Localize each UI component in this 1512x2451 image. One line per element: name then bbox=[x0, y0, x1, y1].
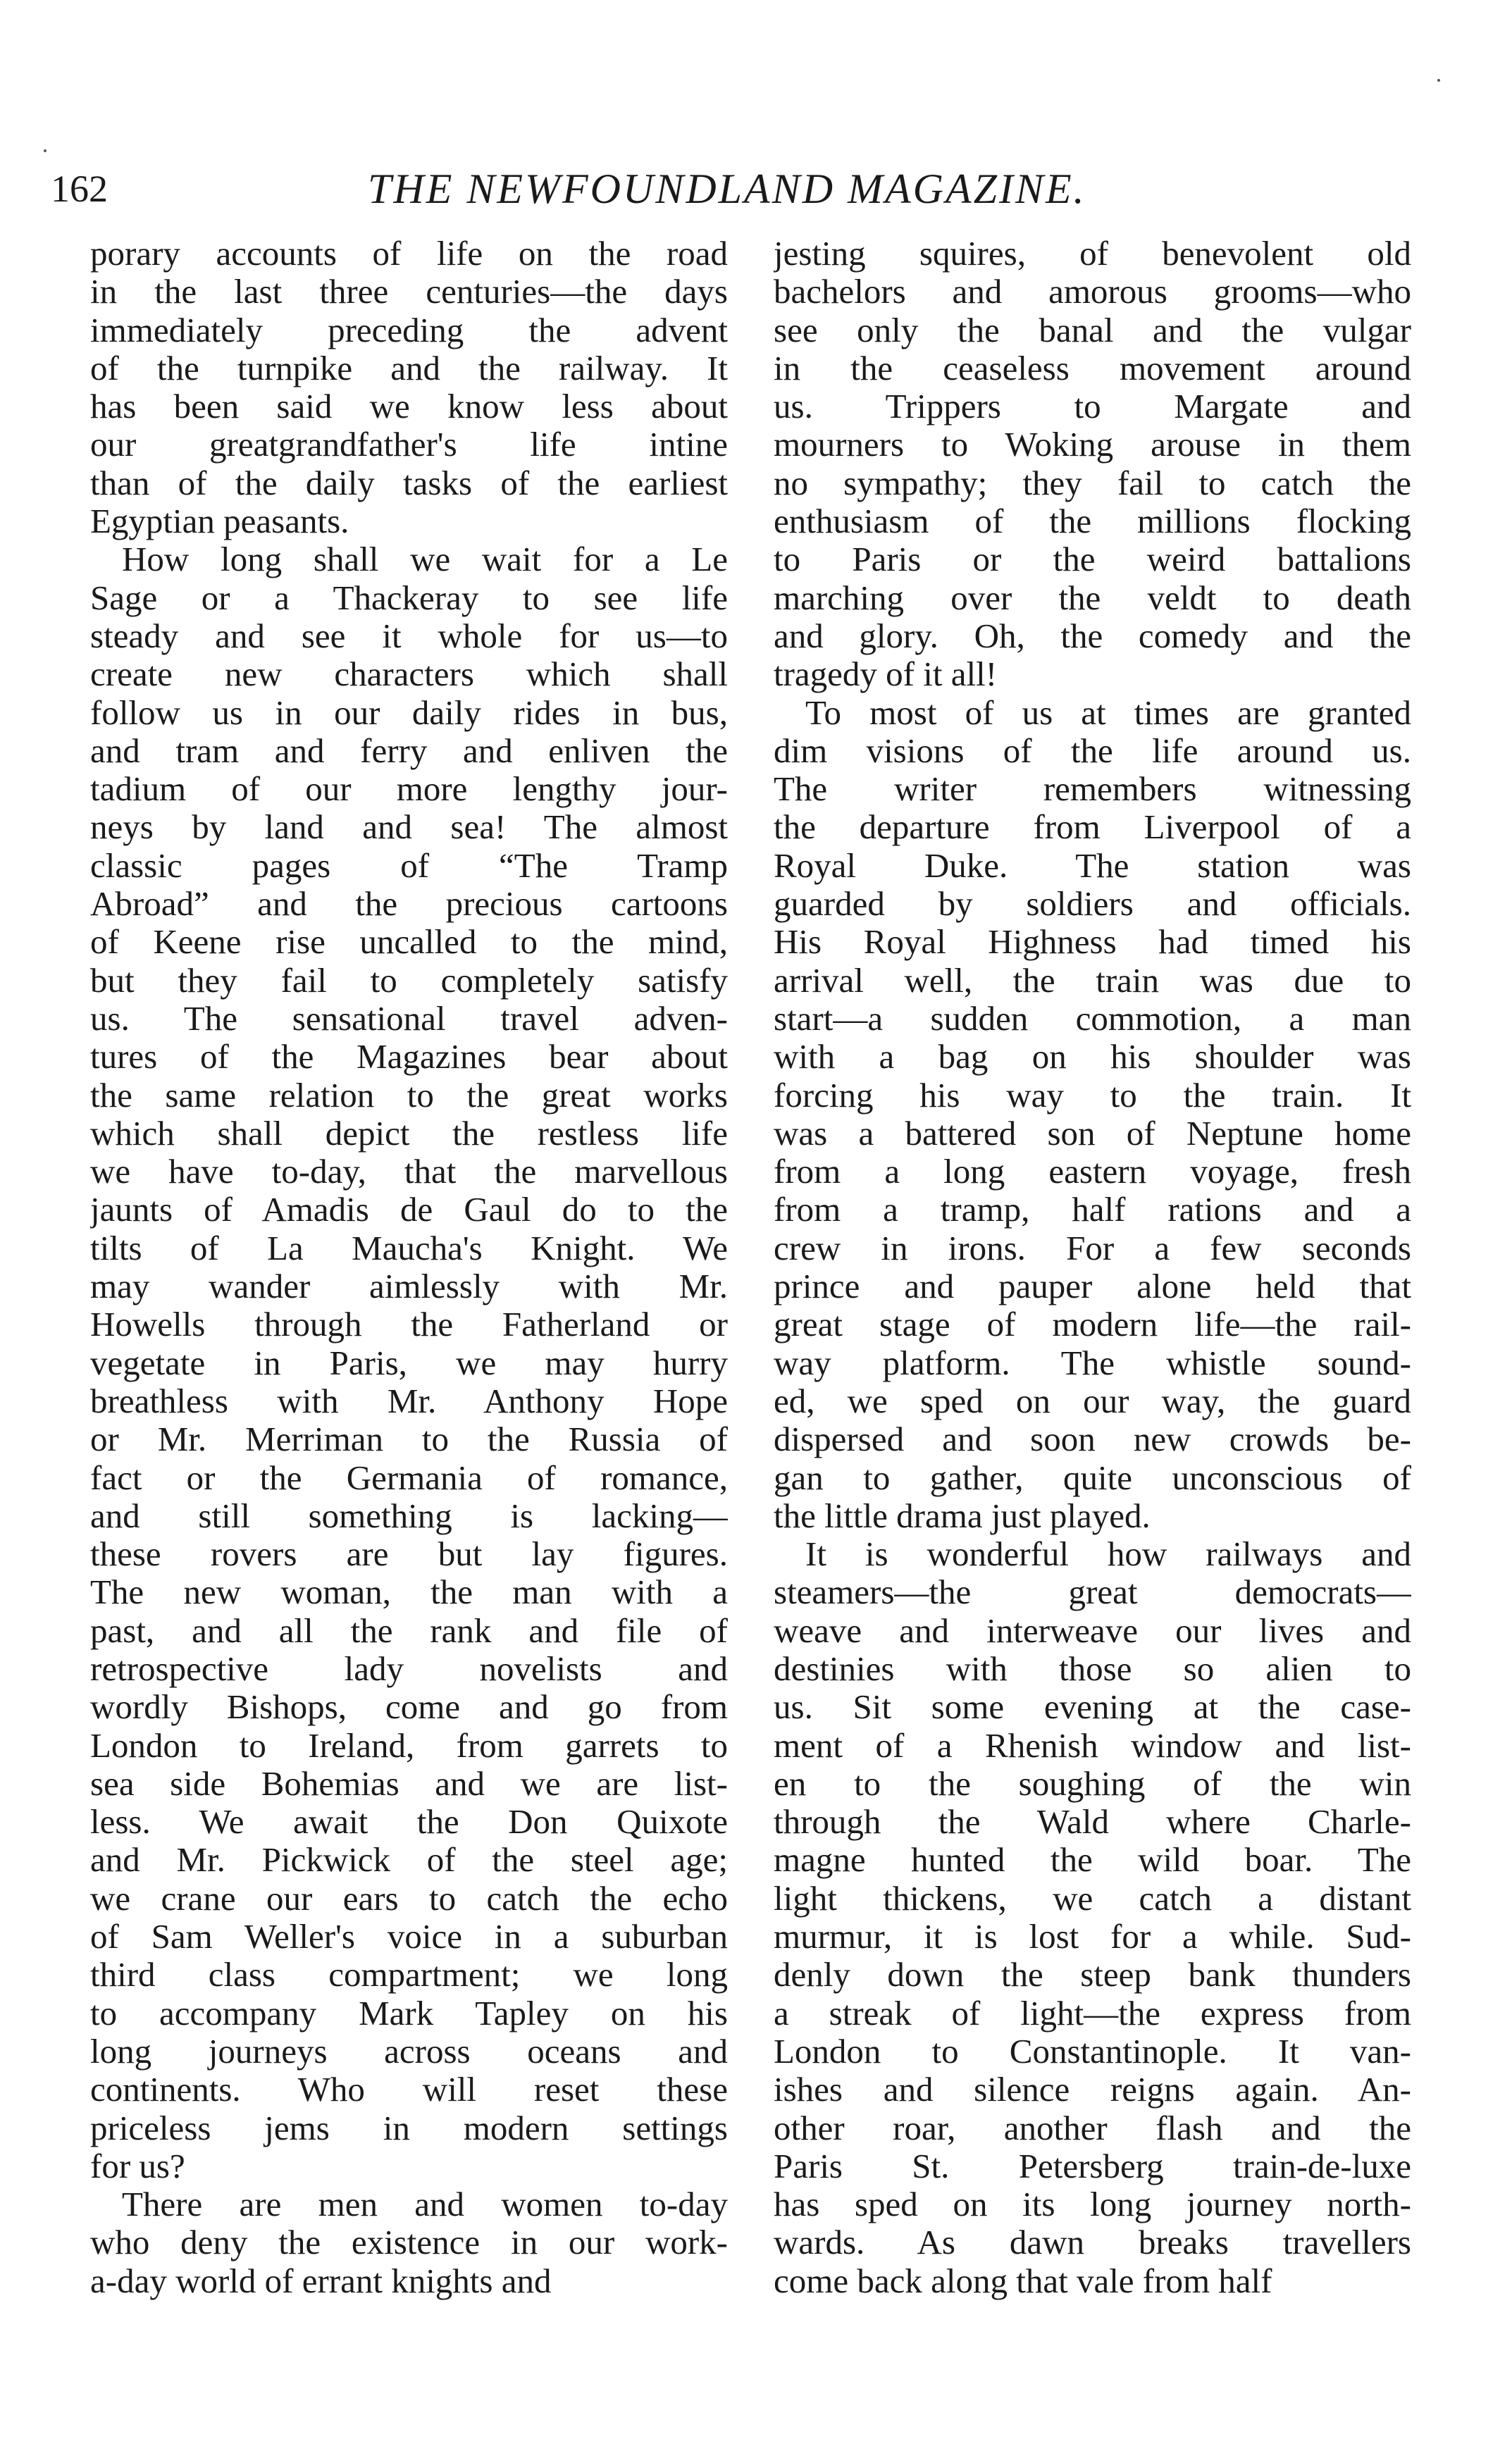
text-line: magne hunted the wild boar. The bbox=[774, 1841, 1411, 1880]
paragraph bbox=[774, 235, 1411, 694]
text-line: mourners to Woking arouse in them bbox=[774, 426, 1411, 464]
text-line: How long shall we wait for a Le bbox=[122, 540, 728, 579]
text-line: other roar, another flash and the bbox=[774, 2109, 1411, 2147]
text-line: from a tramp, half rations and a bbox=[774, 1191, 1411, 1229]
text-line: porary accounts of life on the road bbox=[90, 235, 728, 273]
text-line: less. We await the Don Quixote bbox=[90, 1803, 728, 1842]
paragraph bbox=[90, 540, 728, 2185]
text-line: the same relation to the great works bbox=[90, 1076, 728, 1115]
text-line: or Mr. Merriman to the Russia of bbox=[90, 1420, 728, 1459]
text-line: neys by land and sea! The almost bbox=[90, 808, 728, 847]
paragraph bbox=[774, 694, 1411, 1536]
text-line: London to Constantinople. It van- bbox=[774, 2032, 1411, 2071]
text-line: come back along that vale from half bbox=[774, 2261, 1272, 2300]
text-line: destinies with those so alien to bbox=[774, 1649, 1411, 1688]
text-line: Howells through the Fatherland or bbox=[90, 1305, 728, 1344]
text-line: of Keene rise uncalled to the mind, bbox=[90, 923, 728, 962]
text-line: weave and interweave our lives and bbox=[774, 1611, 1411, 1650]
text-line: we crane our ears to catch the echo bbox=[90, 1879, 728, 1918]
speck-mark bbox=[1437, 79, 1440, 82]
text-line: and Mr. Pickwick of the steel age; bbox=[90, 1841, 728, 1880]
text-line: us. Sit some evening at the case- bbox=[774, 1688, 1411, 1727]
text-line: prince and pauper alone held that bbox=[774, 1267, 1411, 1306]
text-line: steamers—the great democrats— bbox=[774, 1573, 1411, 1612]
text-line: create new characters which shall bbox=[90, 655, 728, 694]
text-line: gan to gather, quite unconscious of bbox=[774, 1458, 1411, 1497]
text-line: marching over the veldt to death bbox=[774, 578, 1411, 617]
text-line: and still something is lacking— bbox=[90, 1496, 728, 1535]
text-line: Royal Duke. The station was bbox=[774, 846, 1411, 885]
text-line: Sage or a Thackeray to see life bbox=[90, 578, 728, 617]
text-line: to accompany Mark Tapley on his bbox=[90, 1994, 728, 2033]
text-line: for us? bbox=[90, 2147, 185, 2185]
text-line: but they fail to completely satisfy bbox=[90, 961, 728, 1000]
right-column bbox=[774, 235, 1411, 2348]
text-line: the little drama just played. bbox=[774, 1496, 1151, 1535]
text-line: a-day world of errant knights and bbox=[90, 2261, 552, 2300]
text-line: start—a sudden commotion, a man bbox=[774, 999, 1411, 1038]
text-line: arrival well, the train was due to bbox=[774, 961, 1411, 1000]
text-line: great stage of modern life—the rail- bbox=[774, 1305, 1411, 1344]
left-column bbox=[90, 235, 728, 2348]
text-line: long journeys across oceans and bbox=[90, 2032, 728, 2071]
text-line: who deny the existence in our work- bbox=[90, 2223, 728, 2262]
text-line: ishes and silence reigns again. An- bbox=[774, 2071, 1411, 2109]
text-line: Egyptian peasants. bbox=[90, 502, 349, 541]
speck-mark bbox=[44, 149, 47, 152]
text-line: ed, we sped on our way, the guard bbox=[774, 1382, 1411, 1420]
text-line: jesting squires, of benevolent old bbox=[774, 235, 1411, 273]
text-line: tilts of La Maucha's Knight. We bbox=[90, 1229, 728, 1267]
text-line: see only the banal and the vulgar bbox=[774, 311, 1411, 349]
text-line: third class compartment; we long bbox=[90, 1956, 728, 1994]
text-line: sea side Bohemias and we are list- bbox=[90, 1764, 728, 1803]
text-line: retrospective lady novelists and bbox=[90, 1649, 728, 1688]
text-line: ment of a Rhenish window and list- bbox=[774, 1726, 1411, 1765]
text-line: bachelors and amorous grooms—who bbox=[774, 273, 1411, 311]
page-number: 162 bbox=[51, 168, 108, 210]
running-title: THE NEWFOUNDLAND MAGAZINE. bbox=[368, 166, 1086, 212]
text-line: was a battered son of Neptune home bbox=[774, 1114, 1411, 1153]
text-line: dispersed and soon new crowds be- bbox=[774, 1420, 1411, 1459]
text-line: these rovers are but lay figures. bbox=[90, 1535, 728, 1574]
text-line: To most of us at times are granted bbox=[805, 693, 1411, 732]
text-line: The writer remembers witnessing bbox=[774, 770, 1411, 809]
text-line: enthusiasm of the millions flocking bbox=[774, 502, 1411, 541]
text-line: crew in irons. For a few seconds bbox=[774, 1229, 1411, 1267]
text-line: It is wonderful how railways and bbox=[805, 1535, 1411, 1574]
text-line: There are men and women to-day bbox=[122, 2185, 728, 2224]
text-line: in the last three centuries—the days bbox=[90, 273, 728, 311]
text-line: our greatgrandfather's life intine bbox=[90, 426, 728, 464]
text-line: breathless with Mr. Anthony Hope bbox=[90, 1382, 728, 1420]
text-line: jaunts of Amadis de Gaul do to the bbox=[90, 1191, 728, 1229]
text-line: has been said we know less about bbox=[90, 387, 728, 426]
text-line: than of the daily tasks of the earliest bbox=[90, 464, 728, 502]
paragraph bbox=[90, 235, 728, 540]
text-line: which shall depict the restless life bbox=[90, 1114, 728, 1153]
text-line: fact or the Germania of romance, bbox=[90, 1458, 728, 1497]
text-line: light thickens, we catch a distant bbox=[774, 1879, 1411, 1918]
text-line: The new woman, the man with a bbox=[90, 1573, 728, 1612]
text-line: tadium of our more lengthy jour- bbox=[90, 770, 728, 809]
text-line: to Paris or the weird battalions bbox=[774, 540, 1411, 579]
text-line: Abroad” and the precious cartoons bbox=[90, 885, 728, 924]
text-line: priceless jems in modern settings bbox=[90, 2109, 728, 2147]
text-line: us. Trippers to Margate and bbox=[774, 387, 1411, 426]
text-line: a streak of light—the express from bbox=[774, 1994, 1411, 2033]
text-line: has sped on its long journey north- bbox=[774, 2185, 1411, 2224]
text-line: follow us in our daily rides in bus, bbox=[90, 693, 728, 732]
text-line: denly down the steep bank thunders bbox=[774, 1956, 1411, 1994]
text-line: may wander aimlessly with Mr. bbox=[90, 1267, 728, 1306]
text-line: Paris St. Petersberg train-de-luxe bbox=[774, 2147, 1411, 2185]
text-line: wordly Bishops, come and go from bbox=[90, 1688, 728, 1727]
text-line: in the ceaseless movement around bbox=[774, 349, 1411, 387]
text-line: no sympathy; they fail to catch the bbox=[774, 464, 1411, 502]
text-line: London to Ireland, from garrets to bbox=[90, 1726, 728, 1765]
text-line: way platform. The whistle sound- bbox=[774, 1344, 1411, 1382]
text-line: us. The sensational travel adven- bbox=[90, 999, 728, 1038]
text-line: the departure from Liverpool of a bbox=[774, 808, 1411, 847]
text-line: of Sam Weller's voice in a suburban bbox=[90, 1918, 728, 1956]
text-line: through the Wald where Charle- bbox=[774, 1803, 1411, 1842]
text-line: classic pages of “The Tramp bbox=[90, 846, 728, 885]
text-line: of the turnpike and the railway. It bbox=[90, 349, 728, 387]
paragraph bbox=[90, 2185, 728, 2300]
text-line: murmur, it is lost for a while. Sud- bbox=[774, 1918, 1411, 1956]
text-line: tures of the Magazines bear about bbox=[90, 1038, 728, 1076]
text-line: past, and all the rank and file of bbox=[90, 1611, 728, 1650]
text-line: and tram and ferry and enliven the bbox=[90, 731, 728, 770]
text-line: forcing his way to the train. It bbox=[774, 1076, 1411, 1115]
paragraph bbox=[774, 1535, 1411, 2300]
text-line: and glory. Oh, the comedy and the bbox=[774, 616, 1411, 655]
text-line: continents. Who will reset these bbox=[90, 2071, 728, 2109]
text-line: we have to-day, that the marvellous bbox=[90, 1153, 728, 1191]
text-line: dim visions of the life around us. bbox=[774, 731, 1411, 770]
text-line: with a bag on his shoulder was bbox=[774, 1038, 1411, 1076]
text-line: His Royal Highness had timed his bbox=[774, 923, 1411, 962]
running-header bbox=[51, 161, 1418, 217]
text-line: steady and see it whole for us—to bbox=[90, 616, 728, 655]
text-line: guarded by soldiers and officials. bbox=[774, 885, 1411, 924]
text-line: en to the soughing of the win bbox=[774, 1764, 1411, 1803]
text-line: wards. As dawn breaks travellers bbox=[774, 2223, 1411, 2262]
text-line: from a long eastern voyage, fresh bbox=[774, 1153, 1411, 1191]
text-line: immediately preceding the advent bbox=[90, 311, 728, 349]
text-line: tragedy of it all! bbox=[774, 655, 998, 694]
text-line: vegetate in Paris, we may hurry bbox=[90, 1344, 728, 1382]
